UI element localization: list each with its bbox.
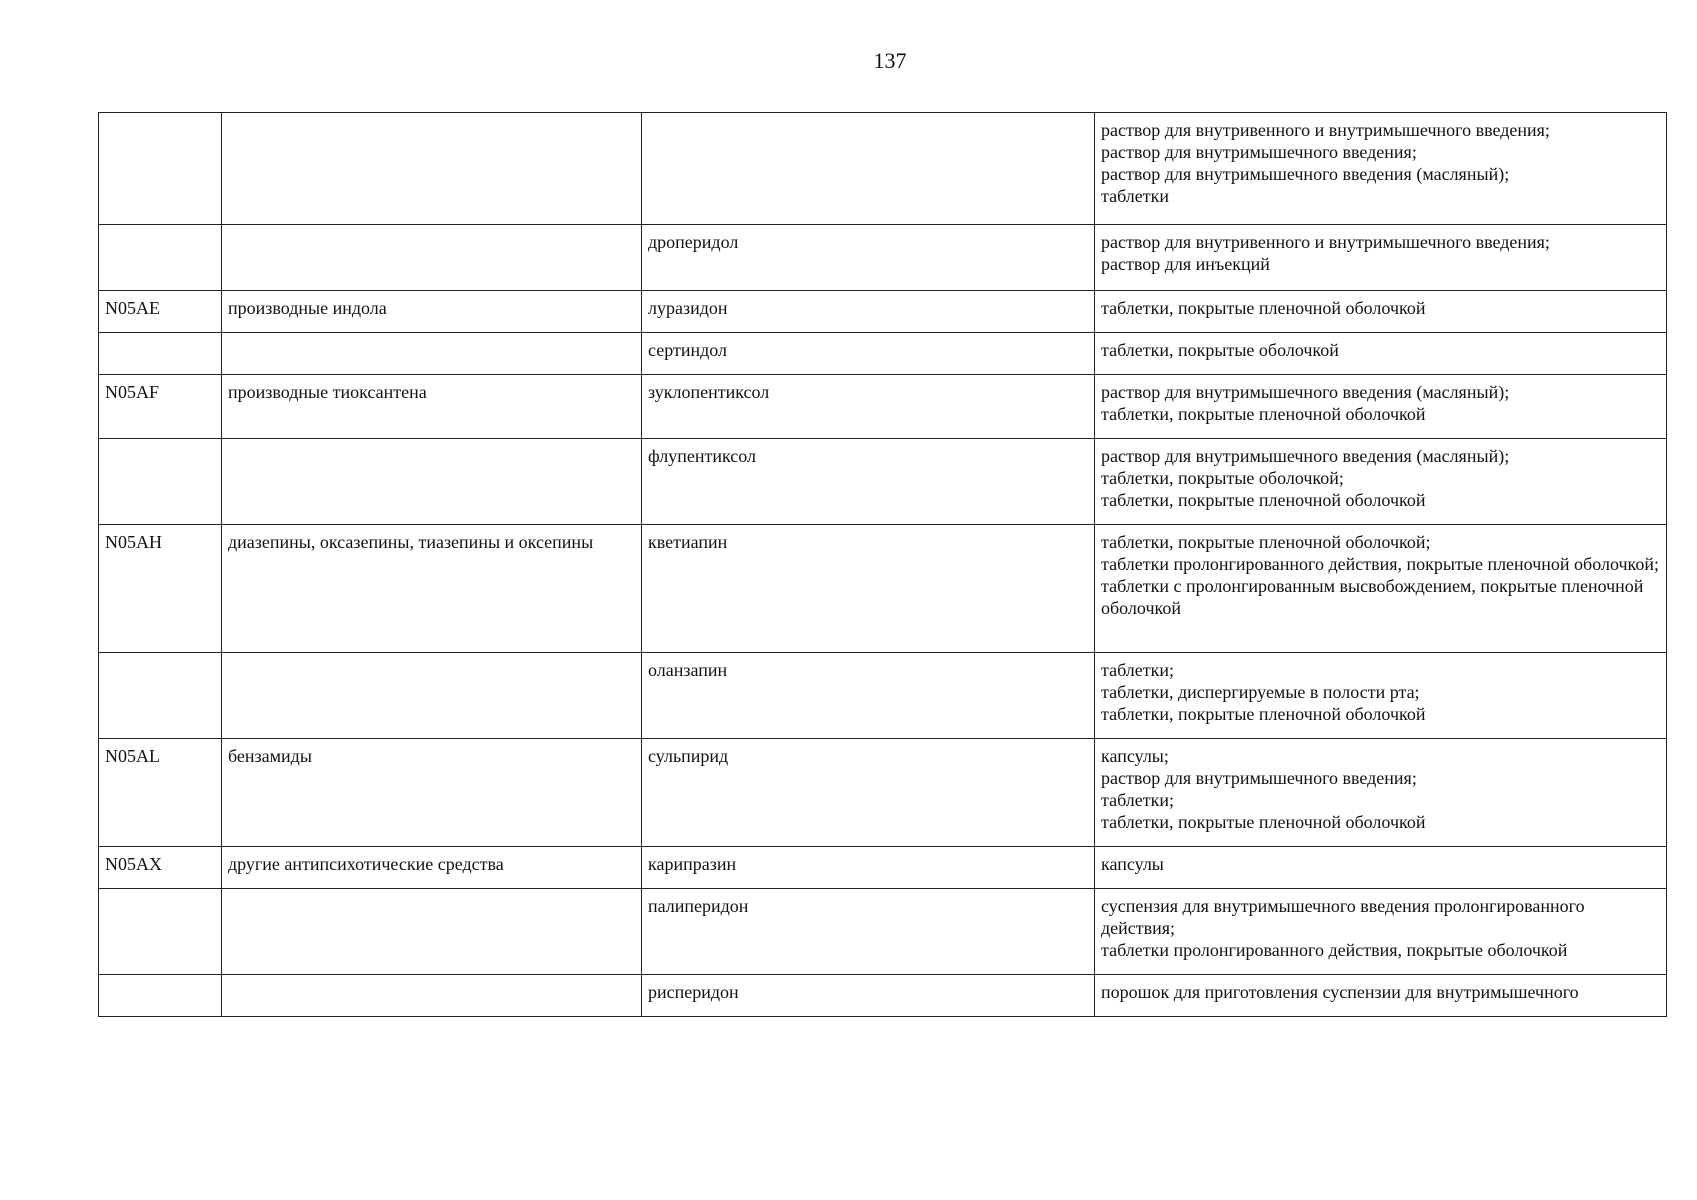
group-name-cell: диазепины, оксазепины, тиазепины и оксепины [222,525,642,653]
dosage-form-line: раствор для внутривенного и внутримышечного введения; [1101,120,1550,140]
table-row [99,739,1667,847]
dosage-forms-cell [1095,439,1667,525]
page-number: 137 [873,48,907,73]
atc-code-cell: N05AL [99,739,222,847]
group-name-cell [222,439,642,525]
dosage-form-line: таблетки, покрытые пленочной оболочкой; [1101,532,1431,552]
table-row [99,847,1667,889]
drug-name-cell: кветиапин [642,525,1095,653]
dosage-form-line: раствор для внутримышечного введения (масляный); [1101,382,1510,402]
atc-code-cell: N05AX [99,847,222,889]
dosage-forms-cell [1095,225,1667,291]
atc-code-cell: N05AF [99,375,222,439]
table-row [99,225,1667,291]
dosage-form-line: порошок для приготовления суспензии для внутримышечного [1101,982,1579,1002]
table-row [99,889,1667,975]
dosage-form-line: капсулы; [1101,746,1169,766]
table-row [99,975,1667,1017]
drug-name-cell: карипразин [642,847,1095,889]
dosage-form-line: капсулы [1101,854,1164,874]
group-name-cell [222,113,642,225]
dosage-forms-cell [1095,739,1667,847]
dosage-form-line: суспензия для внутримышечного введения пролонгированного действия; [1101,896,1585,938]
dosage-form-line: таблетки, покрытые пленочной оболочкой [1101,704,1426,724]
dosage-forms-cell [1095,113,1667,225]
group-name-cell: производные тиоксантена [222,375,642,439]
atc-code-cell [99,333,222,375]
drug-name-cell: рисперидон [642,975,1095,1017]
drug-name-cell: флупентиксол [642,439,1095,525]
atc-code-cell: N05AE [99,291,222,333]
dosage-form-line: раствор для внутривенного и внутримышечного введения; [1101,232,1550,252]
table-row [99,113,1667,225]
dosage-forms-cell [1095,333,1667,375]
atc-code-cell [99,653,222,739]
dosage-forms-cell [1095,291,1667,333]
atc-code-cell [99,439,222,525]
atc-code-cell [99,225,222,291]
table-body [99,113,1667,1017]
dosage-form-line: таблетки пролонгированного действия, покрытые оболочкой [1101,940,1568,960]
dosage-form-line: таблетки, покрытые пленочной оболочкой [1101,812,1426,832]
dosage-forms-cell [1095,889,1667,975]
table-row [99,439,1667,525]
dosage-form-line: раствор для внутримышечного введения (масляный); [1101,446,1510,466]
dosage-forms-cell [1095,525,1667,653]
dosage-forms-cell [1095,653,1667,739]
group-name-cell [222,975,642,1017]
group-name-cell [222,333,642,375]
group-name-cell: бензамиды [222,739,642,847]
dosage-form-line: таблетки, покрытые оболочкой [1101,340,1339,360]
dosage-form-line: таблетки, покрытые оболочкой; [1101,468,1344,488]
group-name-cell [222,889,642,975]
dosage-form-line: раствор для внутримышечного введения; [1101,142,1417,162]
group-name-cell [222,225,642,291]
drug-name-cell: луразидон [642,291,1095,333]
atc-code-cell [99,889,222,975]
dosage-form-line: раствор для внутримышечного введения; [1101,768,1417,788]
dosage-form-line: таблетки [1101,186,1170,206]
dosage-form-line: таблетки; [1101,790,1175,810]
table-row [99,291,1667,333]
table-row [99,375,1667,439]
drug-name-cell [642,113,1095,225]
dosage-form-line: таблетки; [1101,660,1175,680]
drug-name-cell: сульпирид [642,739,1095,847]
table-row [99,333,1667,375]
group-name-cell: производные индола [222,291,642,333]
drug-name-cell: зуклопентиксол [642,375,1095,439]
drug-name-cell: дроперидол [642,225,1095,291]
dosage-form-line: таблетки, покрытые пленочной оболочкой [1101,404,1426,424]
drug-name-cell: оланзапин [642,653,1095,739]
drug-name-cell: палиперидон [642,889,1095,975]
dosage-forms-cell [1095,847,1667,889]
dosage-forms-cell [1095,375,1667,439]
dosage-forms-cell [1095,975,1667,1017]
group-name-cell: другие антипсихотические средства [222,847,642,889]
group-name-cell [222,653,642,739]
atc-code-cell: N05AH [99,525,222,653]
table-row [99,653,1667,739]
atc-code-cell [99,975,222,1017]
drug-table [98,112,1667,1017]
drug-name-cell: сертиндол [642,333,1095,375]
dosage-form-line: таблетки пролонгированного действия, покрытые пленочной оболочкой; [1101,554,1659,574]
dosage-form-line: таблетки, покрытые пленочной оболочкой [1101,298,1426,318]
dosage-form-line: таблетки, покрытые пленочной оболочкой [1101,490,1426,510]
dosage-form-line: таблетки с пролонгированным высвобождением, покрытые пленочной оболочкой [1101,576,1644,618]
dosage-form-line: раствор для внутримышечного введения (масляный); [1101,164,1510,184]
atc-code-cell [99,113,222,225]
table-row [99,525,1667,653]
dosage-form-line: таблетки, диспергируемые в полости рта; [1101,682,1420,702]
dosage-form-line: раствор для инъекций [1101,254,1270,274]
